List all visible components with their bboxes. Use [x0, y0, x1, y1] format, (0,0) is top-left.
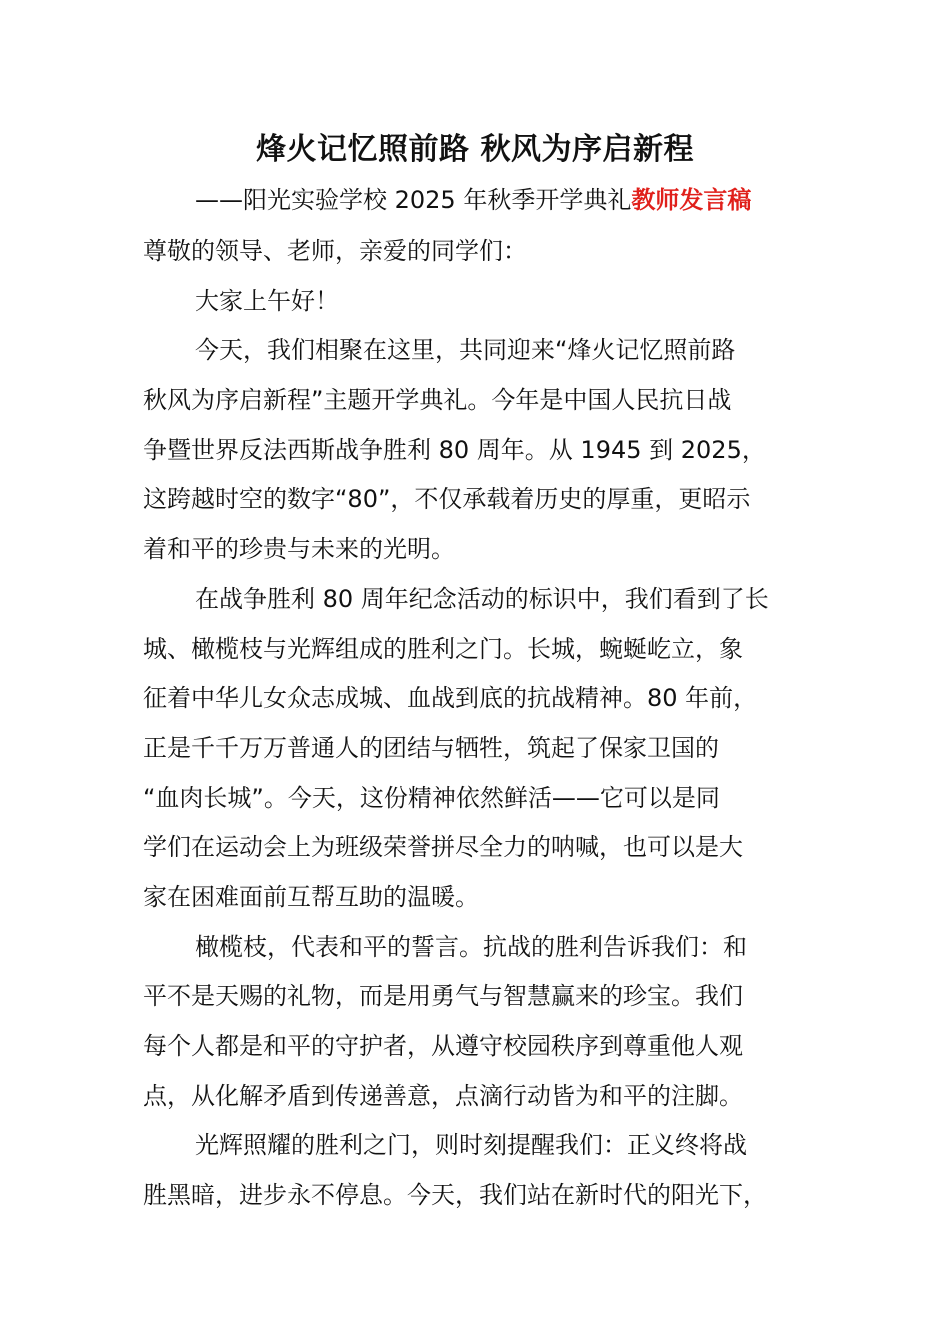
body-line: 城、橄榄枝与光辉组成的胜利之门。长城，蜿蜒屹立，象 — [143, 634, 743, 663]
body-line: 今天，我们相聚在这里，共同迎来“烽火记忆照前路 — [195, 336, 736, 365]
document-body — [143, 227, 808, 1221]
body-line: “血肉长城”。今天，这份精神依然鲜活——它可以是同 — [143, 783, 720, 812]
document-subtitle — [195, 180, 751, 220]
body-line: 秋风为序启新程”主题开学典礼。今年是中国人民抗日战 — [143, 386, 732, 415]
body-line: 征着中华儿女众志成城、血战到底的抗战精神。80 年前， — [143, 684, 758, 713]
body-line: 着和平的珍贵与未来的光明。 — [143, 535, 455, 564]
body-line: 家在困难面前互帮互助的温暖。 — [143, 882, 479, 911]
greeting-line: 大家上午好！ — [195, 286, 339, 315]
body-line: 每个人都是和平的守护者，从遵守校园秩序到尊重他人观 — [143, 1032, 743, 1060]
body-line: 点，从化解矛盾到传递善意，点滴行动皆为和平的注脚。 — [143, 1081, 743, 1110]
body-line: 正是千千万万普通人的团结与牺牲，筑起了保家卫国的 — [143, 733, 719, 762]
salutation-line: 尊敬的领导、老师，亲爱的同学们： — [143, 237, 527, 265]
subtitle-prefix: ——阳光实验学校 2025 年秋季开学典礼 — [195, 186, 632, 214]
body-line: 在战争胜利 80 周年纪念活动的标识中，我们看到了长 — [195, 584, 769, 613]
body-line: 光辉照耀的胜利之门，则时刻提醒我们：正义终将战 — [195, 1131, 747, 1160]
body-line: 学们在运动会上为班级荣誉拼尽全力的呐喊，也可以是大 — [143, 833, 743, 862]
body-line: 争暨世界反法西斯战争胜利 80 周年。从 1945 到 2025， — [143, 435, 766, 464]
body-line: 橄榄枝，代表和平的誓言。抗战的胜利告诉我们：和 — [195, 932, 747, 961]
document-title: 烽火记忆照前路 秋风为序启新程 — [256, 132, 694, 167]
body-line: 胜黑暗，进步永不停息。今天，我们站在新时代的阳光下， — [143, 1181, 767, 1210]
subtitle-highlight: 教师发言稿 — [631, 186, 752, 214]
body-line: 这跨越时空的数字“80”，不仅承载着历史的厚重，更昭示 — [143, 485, 751, 514]
body-line: 平不是天赐的礼物，而是用勇气与智慧赢来的珍宝。我们 — [143, 982, 743, 1011]
